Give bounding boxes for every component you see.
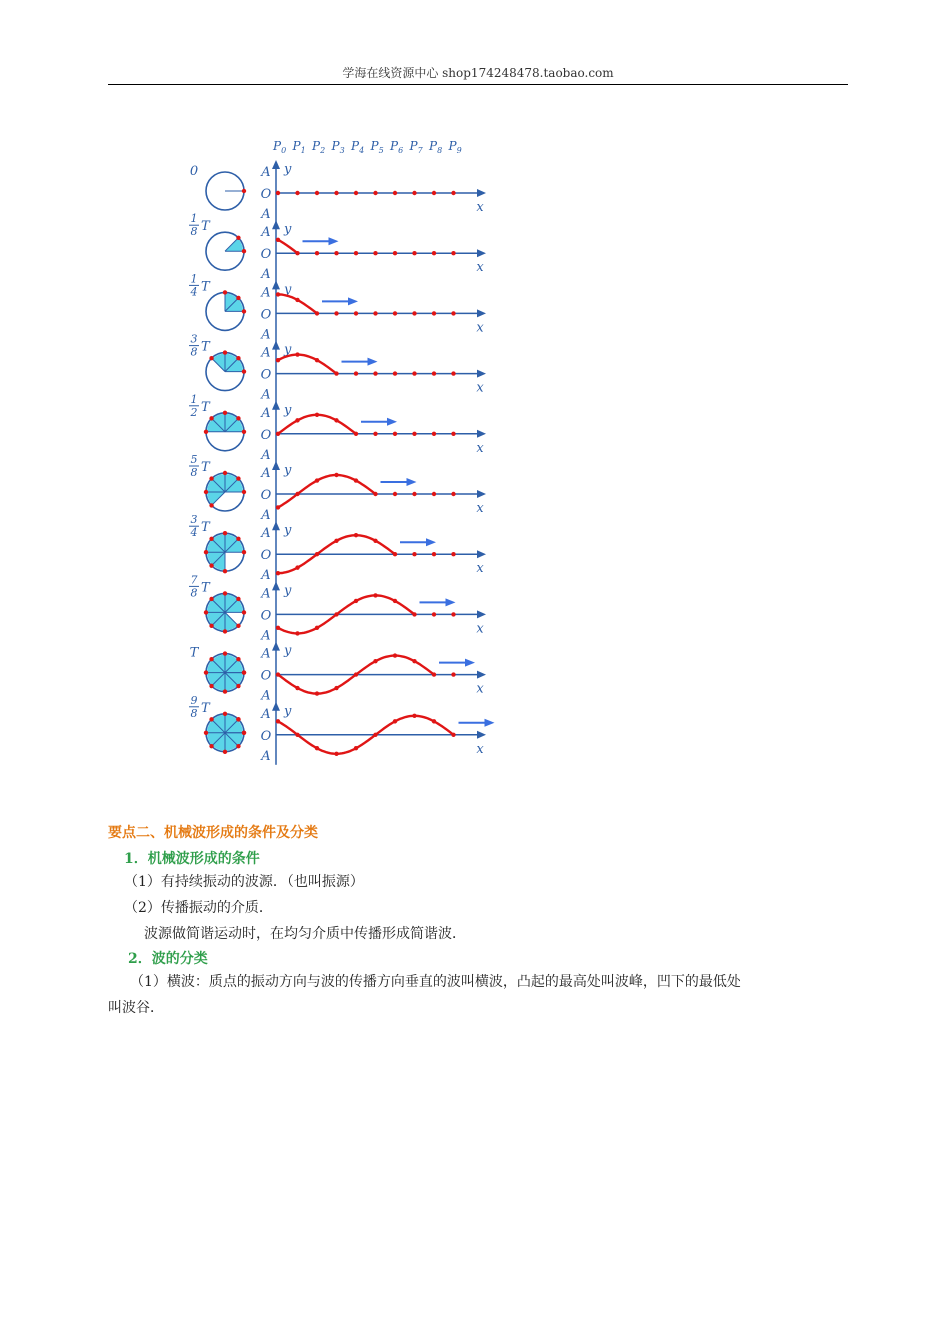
time-label-period: T: [201, 460, 210, 475]
time-label-numerator: 3: [190, 513, 198, 527]
particle-p0: [276, 719, 280, 723]
x-axis-arrowhead: [477, 370, 486, 378]
propagation-arrowhead: [465, 659, 475, 667]
section-heading: 要点二、机械波形成的条件及分类: [108, 825, 318, 841]
phase-point: [242, 550, 246, 554]
x-axis-arrowhead: [477, 610, 486, 618]
time-label-numerator: 5: [190, 453, 198, 466]
particle-p0: [276, 432, 280, 436]
phase-point: [223, 712, 227, 716]
particle-p9: [451, 733, 455, 737]
particle-p2: [315, 746, 319, 750]
origin-label: O: [260, 367, 272, 383]
particle-p4: [354, 191, 358, 195]
phase-point: [223, 411, 227, 415]
particle-p7: [412, 371, 416, 375]
amplitude-top-label: A: [261, 345, 271, 361]
particle-p5: [373, 251, 377, 255]
phase-point: [223, 350, 227, 354]
phase-point: [223, 651, 227, 655]
transverse-wave-line-1: （1）横波：质点的振动方向与波的传播方向垂直的波叫横波，凸起的最高处叫波峰，凹下的最低处: [130, 974, 741, 990]
origin-label: O: [260, 307, 272, 323]
phase-point: [236, 684, 240, 688]
y-axis-arrowhead: [272, 521, 280, 530]
amplitude-bottom-label: A: [261, 447, 271, 463]
particle-p2: [315, 251, 319, 255]
particle-p7: [412, 432, 416, 436]
phase-point: [223, 569, 227, 573]
origin-label: O: [260, 427, 272, 443]
particle-p8: [432, 251, 436, 255]
time-label-period: T: [201, 279, 210, 295]
y-axis-arrowhead: [272, 581, 280, 590]
simple-harmonic-note: 波源做简谐运动时，在均匀介质中传播形成简谐波．: [144, 926, 466, 942]
amplitude-top-label: A: [261, 225, 271, 241]
propagation-arrowhead: [426, 538, 436, 546]
particle-p6: [393, 371, 397, 375]
amplitude-top-label: A: [261, 165, 271, 180]
particle-p0: [276, 292, 280, 296]
x-axis-arrowhead: [477, 189, 486, 197]
phase-point: [236, 624, 240, 628]
particle-p2: [315, 358, 319, 362]
particle-p4: [354, 311, 358, 315]
particle-p0: [276, 571, 280, 575]
amplitude-bottom-label: A: [261, 628, 271, 644]
point-label-p4: $P_4$: [351, 139, 365, 155]
phase-point: [223, 750, 227, 754]
phase-point: [204, 490, 208, 494]
particle-p8: [432, 552, 436, 556]
particle-p1: [295, 733, 299, 737]
particle-p7: [412, 311, 416, 315]
particle-p8: [432, 672, 436, 676]
amplitude-top-label: A: [261, 285, 271, 301]
phase-point: [236, 416, 240, 420]
phase-point: [204, 731, 208, 735]
amplitude-bottom-label: A: [261, 207, 271, 222]
condition-item-1: （1）有持续振动的波源．（也叫振源）: [124, 874, 364, 890]
origin-label: O: [260, 608, 272, 624]
particle-p9: [451, 371, 455, 375]
time-label-period: T: [201, 219, 210, 235]
phase-point: [209, 684, 213, 688]
particle-p5: [373, 432, 377, 436]
transverse-wave-line-2: 叫波谷．: [108, 1000, 164, 1016]
x-axis-arrowhead: [477, 430, 486, 438]
point-label-p9: $P_9$: [448, 139, 462, 155]
time-label-denominator: 2: [190, 405, 198, 419]
point-label-p5: $P_5$: [370, 139, 384, 155]
particle-p5: [373, 191, 377, 195]
y-axis-arrowhead: [272, 401, 280, 410]
phase-point: [242, 309, 246, 313]
particle-p2: [315, 191, 319, 195]
particle-p4: [354, 478, 358, 482]
particle-p1: [295, 251, 299, 255]
amplitude-top-label: A: [261, 706, 271, 722]
particle-p4: [354, 533, 358, 537]
particle-p3: [334, 473, 338, 477]
wave-curve: [278, 475, 376, 507]
particle-p7: [412, 492, 416, 496]
time-label-denominator: 4: [190, 285, 198, 299]
x-axis-label: x: [476, 621, 484, 637]
amplitude-top-label: A: [261, 466, 271, 481]
phase-point: [242, 369, 246, 373]
particle-p8: [432, 612, 436, 616]
header-text: 学海在线资源中心 shop174248478.taobao.com: [342, 66, 614, 80]
wave-curve: [278, 355, 337, 374]
phase-point: [236, 744, 240, 748]
particle-p8: [432, 432, 436, 436]
x-axis-label: x: [476, 741, 484, 757]
amplitude-bottom-label: A: [261, 387, 271, 403]
time-label-denominator: 4: [190, 526, 198, 540]
amplitude-bottom-label: A: [261, 327, 271, 343]
origin-label: O: [260, 548, 272, 564]
propagation-arrowhead: [348, 297, 358, 305]
particle-p5: [373, 492, 377, 496]
particle-p4: [354, 672, 358, 676]
particle-p2: [315, 691, 319, 695]
phase-point: [242, 430, 246, 434]
time-label-numerator: 1: [190, 392, 198, 406]
particle-p7: [412, 612, 416, 616]
phase-point: [223, 689, 227, 693]
amplitude-bottom-label: A: [261, 688, 271, 704]
particle-p0: [276, 505, 280, 509]
phase-point: [209, 717, 213, 721]
particle-p9: [451, 191, 455, 195]
x-axis-label: x: [476, 501, 484, 516]
time-label-period: T: [201, 399, 210, 415]
y-axis-label: y: [284, 703, 292, 719]
x-axis-arrowhead: [477, 550, 486, 558]
propagation-arrowhead: [387, 418, 397, 426]
time-label: T: [189, 645, 199, 661]
phase-point: [209, 624, 213, 628]
phase-point: [242, 249, 246, 253]
particle-p0: [276, 238, 280, 242]
particle-p9: [451, 672, 455, 676]
particle-p7: [412, 659, 416, 663]
x-axis-label: x: [476, 380, 484, 396]
time-label-numerator: 3: [190, 332, 198, 346]
particle-p6: [393, 599, 397, 603]
particle-p8: [432, 371, 436, 375]
y-axis-label: y: [284, 402, 292, 418]
origin-label: O: [260, 488, 272, 503]
particle-p9: [451, 552, 455, 556]
amplitude-top-label: A: [261, 526, 271, 542]
particle-p3: [334, 191, 338, 195]
point-label-p3: $P_3$: [331, 139, 345, 155]
y-axis-label: y: [284, 162, 292, 177]
phase-point: [236, 657, 240, 661]
particle-p0: [276, 191, 280, 195]
particle-p0: [276, 626, 280, 630]
condition-item-2: （2）传播振动的介质．: [124, 900, 273, 916]
particle-p6: [393, 552, 397, 556]
particle-p6: [393, 432, 397, 436]
particle-p2: [315, 413, 319, 417]
amplitude-bottom-label: A: [261, 267, 271, 283]
particle-p4: [354, 599, 358, 603]
particle-p3: [334, 311, 338, 315]
phase-point: [223, 591, 227, 595]
particle-p8: [432, 191, 436, 195]
phase-point: [209, 416, 213, 420]
particle-p5: [373, 539, 377, 543]
particle-p1: [295, 631, 299, 635]
y-axis-arrowhead: [272, 160, 280, 169]
phase-point: [204, 430, 208, 434]
phase-point: [209, 657, 213, 661]
particle-p5: [373, 733, 377, 737]
propagation-arrowhead: [329, 237, 339, 245]
y-axis-arrowhead: [272, 461, 280, 470]
particle-p2: [315, 626, 319, 630]
origin-label: O: [260, 187, 272, 202]
point-label-p6: $P_6$: [390, 139, 404, 155]
phase-point: [236, 296, 240, 300]
phase-point: [236, 356, 240, 360]
particle-p2: [315, 311, 319, 315]
time-label-period: T: [201, 580, 210, 596]
y-axis-label: y: [284, 222, 292, 238]
particle-p8: [432, 311, 436, 315]
particle-p4: [354, 746, 358, 750]
y-axis-arrowhead: [272, 280, 280, 289]
propagation-arrowhead: [485, 719, 495, 727]
particle-p1: [295, 686, 299, 690]
propagation-arrowhead: [446, 598, 456, 606]
phase-point: [209, 503, 213, 507]
particle-p9: [451, 492, 455, 496]
x-axis-label: x: [476, 561, 484, 577]
page-header: [108, 62, 848, 85]
particle-p6: [393, 191, 397, 195]
x-axis-label: x: [476, 440, 484, 456]
particle-p6: [393, 311, 397, 315]
particle-p1: [295, 492, 299, 496]
phase-point: [209, 597, 213, 601]
particle-p3: [334, 752, 338, 756]
phase-point: [236, 537, 240, 541]
time-label-denominator: 8: [190, 706, 198, 720]
particle-p2: [315, 552, 319, 556]
phase-point: [209, 476, 213, 480]
particle-p8: [432, 492, 436, 496]
amplitude-top-label: A: [261, 586, 271, 602]
particle-p1: [295, 298, 299, 302]
time-label-numerator: 1: [190, 212, 198, 226]
time-label-numerator: 7: [190, 573, 198, 587]
phase-point: [223, 290, 227, 294]
y-axis-label: y: [284, 342, 292, 358]
x-axis-label: x: [476, 260, 484, 276]
time-label-numerator: 1: [190, 272, 198, 286]
time-label-period: T: [201, 339, 210, 355]
origin-label: O: [260, 668, 272, 684]
particle-p3: [334, 371, 338, 375]
particle-p5: [373, 659, 377, 663]
particle-p7: [412, 251, 416, 255]
particle-p7: [412, 552, 416, 556]
y-axis-arrowhead: [272, 341, 280, 350]
point-label-p2: $P_2$: [312, 139, 326, 155]
phase-point: [242, 670, 246, 674]
particle-p3: [334, 539, 338, 543]
time-label-denominator: 8: [190, 345, 198, 359]
origin-label: O: [260, 728, 272, 744]
subheading-conditions: 1．机械波形成的条件: [124, 851, 260, 867]
wave-curve: [278, 240, 298, 253]
particle-p4: [354, 251, 358, 255]
particle-p6: [393, 251, 397, 255]
time-label-denominator: 8: [190, 225, 198, 239]
x-axis-arrowhead: [477, 249, 486, 257]
point-label-p7: $P_7$: [409, 139, 423, 155]
particle-p3: [334, 686, 338, 690]
particle-p9: [451, 251, 455, 255]
x-axis-arrowhead: [477, 671, 486, 679]
particle-p9: [451, 311, 455, 315]
phase-point: [223, 629, 227, 633]
y-axis-arrowhead: [272, 702, 280, 711]
x-axis-arrowhead: [477, 731, 486, 739]
particle-p3: [334, 612, 338, 616]
y-axis-label: y: [284, 282, 292, 298]
origin-label: O: [260, 247, 272, 263]
x-axis-label: x: [476, 200, 484, 215]
phase-point: [236, 717, 240, 721]
particle-p5: [373, 311, 377, 315]
particle-p6: [393, 719, 397, 723]
phase-point: [242, 610, 246, 614]
particle-p6: [393, 653, 397, 657]
y-axis-arrowhead: [272, 642, 280, 651]
particle-p5: [373, 371, 377, 375]
phase-point: [209, 537, 213, 541]
particle-p2: [315, 478, 319, 482]
y-axis-label: y: [284, 463, 292, 478]
phase-point: [223, 471, 227, 475]
time-label: 0: [189, 164, 199, 179]
particle-p1: [295, 191, 299, 195]
x-axis-arrowhead: [477, 490, 486, 498]
particle-p0: [276, 358, 280, 362]
x-axis-label: x: [476, 320, 484, 336]
y-axis-label: y: [284, 583, 292, 599]
x-axis-label: x: [476, 681, 484, 697]
particle-p9: [451, 612, 455, 616]
amplitude-bottom-label: A: [261, 508, 271, 523]
propagation-arrowhead: [368, 358, 378, 366]
phase-point: [204, 550, 208, 554]
phase-point: [236, 597, 240, 601]
particle-p1: [295, 352, 299, 356]
point-label-p0: $P_0$: [273, 139, 287, 155]
phase-point: [236, 236, 240, 240]
time-label-period: T: [201, 700, 210, 716]
time-label-period: T: [201, 520, 210, 536]
amplitude-bottom-label: A: [261, 748, 271, 764]
point-label-p1: $P_1$: [292, 139, 306, 155]
time-label-denominator: 8: [190, 466, 198, 479]
phase-point: [209, 356, 213, 360]
phase-point: [223, 531, 227, 535]
particle-p8: [432, 719, 436, 723]
y-axis-label: y: [284, 523, 292, 539]
phase-point: [204, 610, 208, 614]
amplitude-top-label: A: [261, 405, 271, 421]
time-label-denominator: 8: [190, 586, 198, 600]
particle-p1: [295, 565, 299, 569]
x-axis-arrowhead: [477, 309, 486, 317]
particle-p7: [412, 191, 416, 195]
particle-p4: [354, 432, 358, 436]
phase-point: [242, 731, 246, 735]
phase-point: [242, 189, 246, 193]
particle-p3: [334, 251, 338, 255]
wave-formation-figure: [180, 130, 510, 770]
particle-p1: [295, 418, 299, 422]
particle-p7: [412, 714, 416, 718]
particle-p3: [334, 418, 338, 422]
particle-p6: [393, 492, 397, 496]
propagation-arrowhead: [407, 478, 417, 486]
amplitude-top-label: A: [261, 646, 271, 662]
particle-p5: [373, 593, 377, 597]
point-label-p8: $P_8$: [429, 139, 443, 155]
subheading-classification: 2．波的分类: [128, 951, 208, 967]
amplitude-bottom-label: A: [261, 568, 271, 584]
particle-p0: [276, 672, 280, 676]
phase-point: [209, 744, 213, 748]
particle-p4: [354, 371, 358, 375]
particle-p9: [451, 432, 455, 436]
time-label-numerator: 9: [190, 693, 198, 707]
phase-point: [209, 563, 213, 567]
y-axis-label: y: [284, 643, 292, 659]
phase-point: [242, 490, 246, 494]
phase-point: [204, 670, 208, 674]
phase-point: [236, 476, 240, 480]
y-axis-arrowhead: [272, 220, 280, 229]
